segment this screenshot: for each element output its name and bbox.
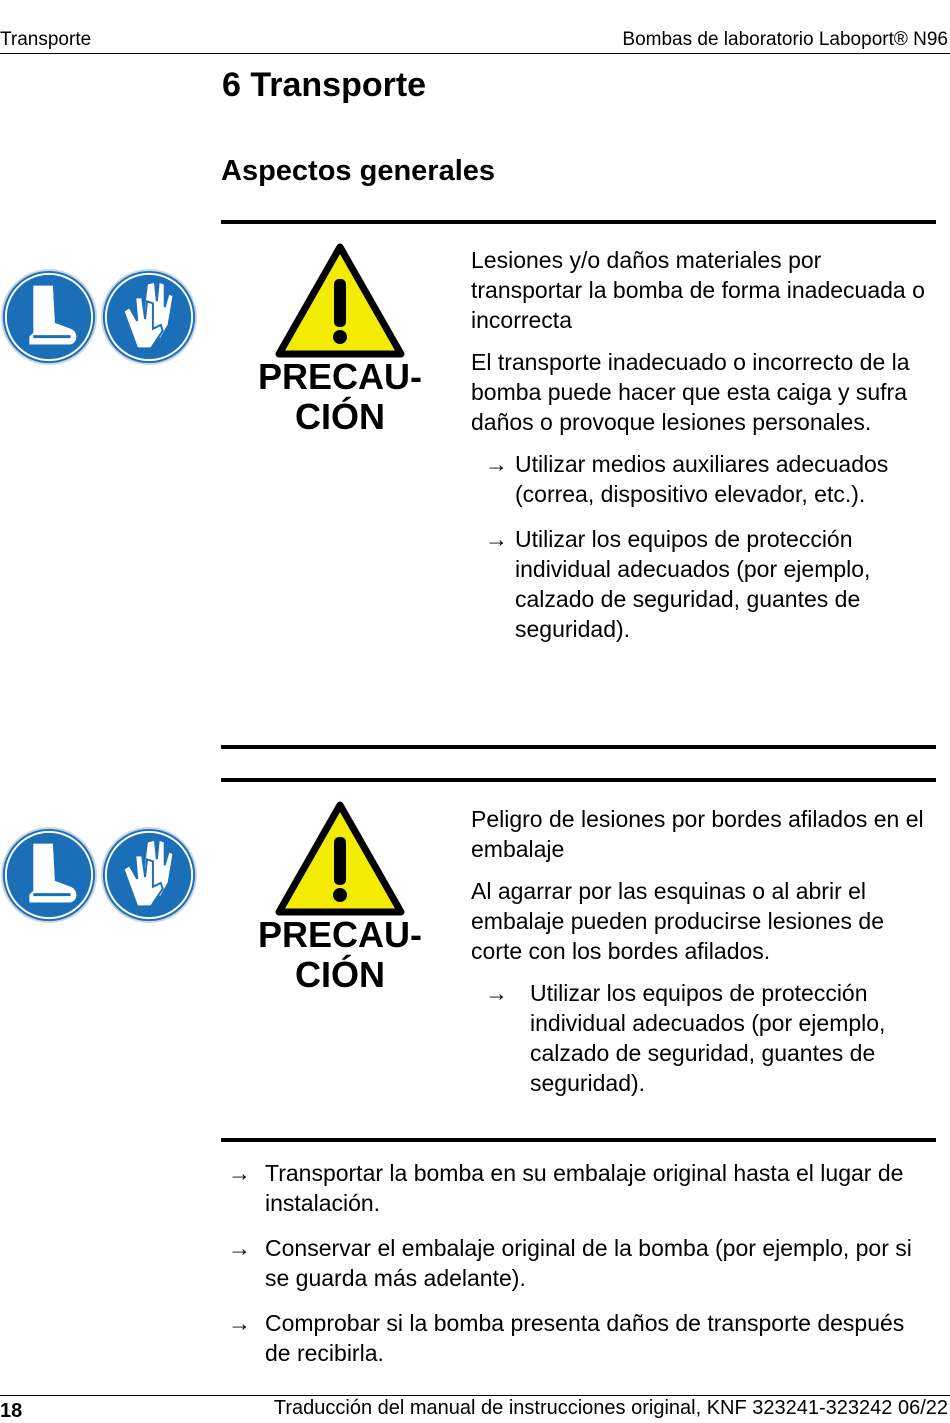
warning-title: Lesiones y/o daños materiales por transportar la bomba de forma inadecuada o incorrecta — [471, 247, 925, 333]
instruction-text: Comprobar si la bomba presenta daños de transporte después de recibirla. — [265, 1310, 905, 1366]
arrow-right-icon: → — [485, 980, 508, 1006]
measure-item — [485, 524, 926, 644]
chapter-title: 6 Transporte — [222, 66, 427, 104]
arrow-right-icon: → — [228, 1160, 251, 1186]
warning-1-text — [471, 245, 926, 659]
safety-boots-icon — [0, 268, 98, 366]
instruction-text: Transportar la bomba en su embalaje original hasta el lugar de instalación. — [265, 1160, 904, 1216]
measure-text: Utilizar los equipos de protección individual adecuados (por ejemplo, calzado de seguridad, guantes de seguridad). — [530, 980, 886, 1096]
warning-title: Peligro de lesiones por bordes afilados en el embalaje — [471, 806, 924, 862]
signal-word — [240, 915, 440, 995]
safety-boots-icon — [0, 826, 98, 924]
instruction-step — [228, 1158, 928, 1218]
header-divider — [0, 53, 950, 54]
warning-2-top-rule — [221, 778, 936, 782]
measure-text: Utilizar medios auxiliares adecuados (correa, dispositivo elevador, etc.). — [515, 451, 889, 507]
section-title: Aspectos generales — [221, 155, 496, 187]
signal-word-line-2: CIÓN — [295, 954, 385, 995]
arrow-right-icon: → — [228, 1310, 251, 1336]
safety-gloves-icon — [100, 826, 198, 924]
arrow-right-icon: → — [485, 526, 508, 552]
warning-description: Al agarrar por las esquinas o al abrir el embalaje pueden producirse lesiones de corte con los bordes afilados. — [471, 878, 885, 964]
warning-description: El transporte inadecuado o incorrecto de la bomba puede hacer que esta caiga y sufra daños o provoque lesiones personales. — [471, 349, 910, 435]
warning-2-bottom-rule — [221, 1138, 936, 1142]
warning-2-text — [471, 804, 926, 1113]
instruction-step — [228, 1233, 928, 1293]
warning-1-bottom-rule — [221, 745, 936, 749]
arrow-right-icon: → — [485, 451, 508, 477]
header-product-name: Bombas de laboratorio Laboport® N96 — [622, 29, 948, 50]
arrow-right-icon: → — [228, 1235, 251, 1261]
instruction-steps — [228, 1158, 928, 1383]
instruction-text: Conservar el embalaje original de la bomba (por ejemplo, por si se guarda más adelante). — [265, 1235, 912, 1291]
warning-1-top-rule — [221, 220, 936, 224]
footer-document-reference: Traducción del manual de instrucciones original, KNF 323241-323242 06/22 — [273, 1397, 948, 1419]
footer-divider — [0, 1395, 950, 1396]
signal-word-line-1: PRECAU- — [257, 356, 422, 397]
warning-triangle-icon — [275, 801, 405, 916]
signal-word-line-2: CIÓN — [295, 396, 385, 437]
measure-item — [485, 978, 926, 1098]
measure-text: Utilizar los equipos de protección individual adecuados (por ejemplo, calzado de seguridad, guantes de seguridad). — [515, 526, 871, 642]
signal-word — [240, 357, 440, 437]
safety-gloves-icon — [100, 268, 198, 366]
instruction-step — [228, 1308, 928, 1368]
page-number: 18 — [0, 1400, 23, 1422]
header-section-name: Transporte — [0, 29, 92, 50]
measure-item — [485, 449, 926, 509]
signal-word-line-1: PRECAU- — [257, 914, 422, 955]
warning-triangle-icon — [275, 243, 405, 358]
